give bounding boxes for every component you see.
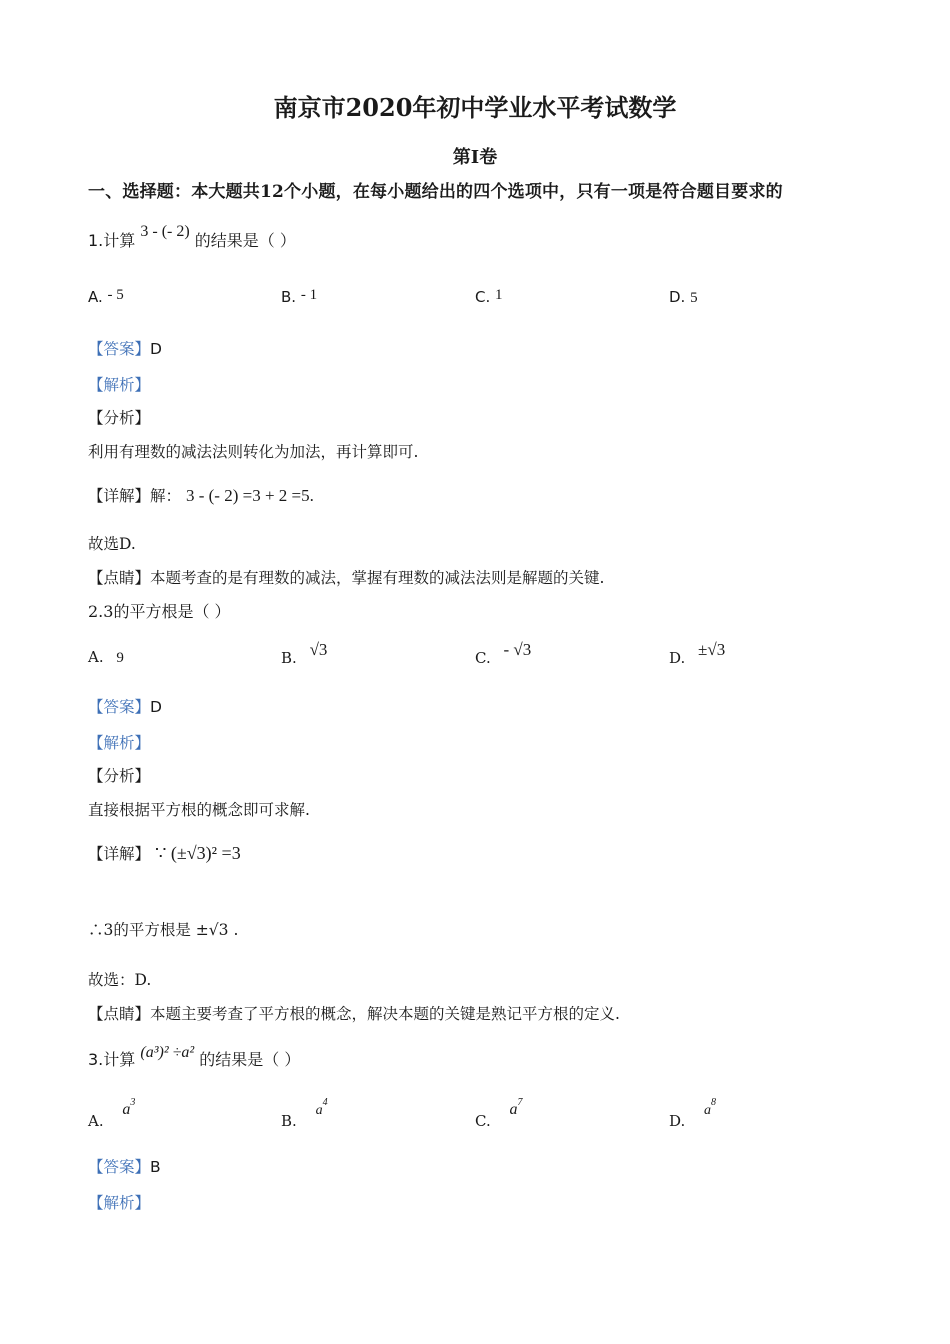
question-3-prefix: 3.计算 bbox=[88, 1050, 136, 1069]
option-letter: D. bbox=[669, 649, 686, 667]
option-base: a bbox=[122, 1101, 131, 1118]
option-letter: C. bbox=[475, 1112, 491, 1130]
detail-expression: 3 - (- 2) =3 + 2 =5. bbox=[185, 486, 314, 505]
q3-answer-row bbox=[88, 1155, 161, 1177]
q2-remark-row bbox=[88, 1002, 620, 1024]
q1-analysis-label: 【解析】 bbox=[88, 376, 151, 394]
volume-heading: 第Ⅰ卷 bbox=[452, 147, 498, 168]
answer-value: D bbox=[150, 698, 162, 716]
question-3 bbox=[88, 1044, 301, 1070]
q1-fenxi-label: 【分析】 bbox=[88, 409, 151, 427]
page-title: 南京市2020年初中学业水平考试数学 bbox=[273, 93, 677, 122]
detail-lead: 解： bbox=[150, 487, 182, 505]
remark-label: 【点睛】 bbox=[88, 569, 151, 587]
option-value: - 1 bbox=[300, 287, 318, 303]
remark-text: 本题主要考查了平方根的概念，解决本题的关键是熟记平方根的定义. bbox=[150, 1005, 620, 1023]
option-letter: D. bbox=[669, 1112, 686, 1130]
option-exponent: 8 bbox=[711, 1097, 717, 1108]
option-letter: B. bbox=[281, 1112, 297, 1130]
option-value bbox=[704, 1097, 717, 1118]
option-value bbox=[509, 1097, 523, 1118]
option-letter: A. bbox=[88, 288, 103, 306]
q2-fenxi-text: 直接根据平方根的概念即可求解. bbox=[88, 801, 310, 819]
q2-option-c bbox=[475, 640, 532, 668]
q3-option-a bbox=[88, 1097, 136, 1131]
remark-text: 本题考查的是有理数的减法，掌握有理数的减法法则是解题的关键. bbox=[150, 569, 605, 587]
answer-label: 【答案】 bbox=[88, 1158, 151, 1176]
q2-option-d bbox=[669, 640, 726, 668]
q1-remark-row bbox=[88, 566, 604, 588]
question-1-prefix: 1.计算 bbox=[88, 231, 136, 250]
option-exponent: 3 bbox=[130, 1097, 136, 1108]
question-2 bbox=[88, 599, 231, 622]
q1-option-d bbox=[669, 288, 698, 307]
option-exponent: 4 bbox=[322, 1097, 328, 1108]
q3-option-c bbox=[475, 1097, 523, 1131]
q1-option-c bbox=[475, 288, 503, 307]
option-value: ±√3 bbox=[698, 640, 726, 659]
answer-value: B bbox=[150, 1158, 161, 1176]
q3-analysis-label: 【解析】 bbox=[88, 1194, 151, 1212]
q1-detail-row bbox=[88, 484, 314, 506]
option-letter: D. bbox=[669, 288, 686, 306]
option-base: a bbox=[315, 1103, 323, 1118]
option-value: - √3 bbox=[503, 640, 532, 659]
detail-label: 【详解】 bbox=[88, 487, 151, 505]
option-value: - 5 bbox=[107, 287, 124, 303]
option-exponent: 7 bbox=[517, 1097, 523, 1108]
option-letter: A. bbox=[88, 648, 104, 666]
option-value: 9 bbox=[116, 650, 124, 666]
q2-fenxi-label: 【分析】 bbox=[88, 767, 151, 785]
answer-label: 【答案】 bbox=[88, 340, 151, 358]
section-heading: 一、选择题：本大题共12个小题，在每小题给出的四个选项中，只有一项是符合题目要求的 bbox=[88, 182, 783, 202]
detail-label: 【详解】 bbox=[88, 845, 151, 863]
remark-label: 【点睛】 bbox=[88, 1005, 151, 1023]
question-3-suffix: 的结果是（ ） bbox=[199, 1050, 301, 1069]
option-letter: C. bbox=[475, 649, 491, 667]
q2-analysis-label: 【解析】 bbox=[88, 734, 151, 752]
option-letter: C. bbox=[475, 288, 491, 306]
question-1 bbox=[88, 223, 296, 251]
question-1-suffix: 的结果是（ ） bbox=[194, 231, 296, 250]
q2-option-b bbox=[281, 640, 328, 668]
option-base: a bbox=[509, 1101, 518, 1118]
option-value: 5 bbox=[690, 290, 698, 306]
option-letter: A. bbox=[88, 1112, 104, 1130]
q1-conclusion: 故选D. bbox=[88, 535, 136, 553]
question-2-stem: 2.3的平方根是（ ） bbox=[88, 602, 231, 621]
q2-detail-row bbox=[88, 842, 241, 864]
q2-conclusion: 故选：D. bbox=[88, 971, 152, 989]
q1-answer-row bbox=[88, 337, 162, 359]
q2-therefore: ∴3的平方根是 ±√3 . bbox=[88, 921, 239, 939]
answer-value: D bbox=[150, 340, 162, 358]
option-letter: B. bbox=[281, 649, 297, 667]
q1-fenxi-text: 利用有理数的减法法则转化为加法，再计算即可. bbox=[88, 443, 419, 461]
option-value: √3 bbox=[309, 640, 328, 659]
option-base: a bbox=[704, 1103, 712, 1118]
q3-option-d bbox=[669, 1097, 717, 1131]
q3-option-b bbox=[281, 1097, 328, 1131]
detail-expression: ∵ (±√3)² =3 bbox=[154, 843, 241, 863]
q1-option-b bbox=[281, 288, 317, 307]
question-3-expression: (a³)² ÷a² bbox=[140, 1044, 195, 1061]
option-value: 1 bbox=[495, 287, 503, 303]
q2-answer-row bbox=[88, 695, 162, 717]
q2-option-a bbox=[88, 648, 124, 667]
question-1-expression: 3 - (- 2) bbox=[140, 223, 190, 240]
q1-option-a bbox=[88, 288, 124, 307]
option-value bbox=[122, 1097, 136, 1118]
option-value bbox=[315, 1097, 328, 1118]
option-letter: B. bbox=[281, 288, 297, 306]
answer-label: 【答案】 bbox=[88, 698, 151, 716]
